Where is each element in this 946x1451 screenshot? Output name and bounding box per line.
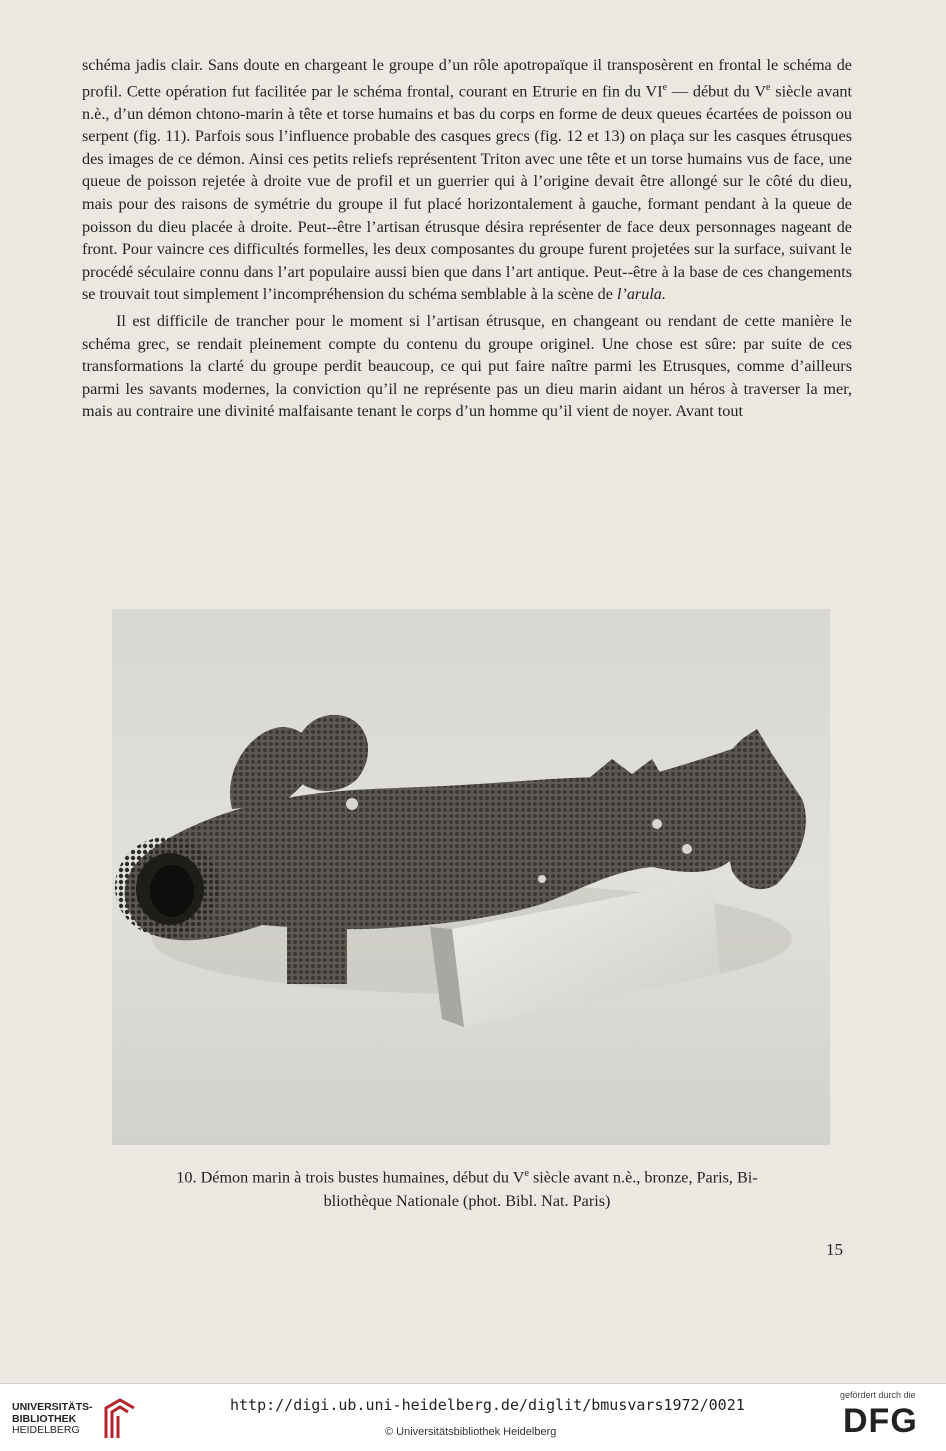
tube-inner	[150, 865, 194, 917]
university-library-logo[interactable]	[12, 1402, 142, 1444]
bronze-demon-photo	[112, 609, 830, 1145]
library-name	[12, 1402, 93, 1437]
permalink-url[interactable]: http://digi.ub.uni-heidelberg.de/diglit/bmusvars1972/0021	[230, 1396, 745, 1414]
dfg-logo[interactable]: DFG	[843, 1402, 918, 1440]
library-name-line-3: HEIDELBERG	[12, 1424, 80, 1436]
library-name-line-1: UNIVERSITÄTS-	[12, 1401, 93, 1413]
demon-dorsal-fin	[582, 759, 667, 784]
figure-photo	[112, 609, 830, 1145]
library-emblem-icon	[98, 1396, 142, 1442]
highlight	[538, 875, 546, 883]
highlight	[682, 844, 692, 854]
library-name-line-2: BIBLIOTHEK	[12, 1412, 77, 1425]
highlight	[652, 819, 662, 829]
paragraph-2: Il est difficile de trancher pour le moment si l’artisan étrusque, en changeant ou rendant de cette manière le schéma grec, se rendait pleinement compte du contenu du groupe originel. Une chose est sûre: par suite de ces transformations la clarté du groupe perdit beaucoup, ce qui put faire naître parmi les Etrusques, comme d’ailleurs parmi les savants modernes, la conviction qu’il ne représente pas un dieu marin aidant un héros à traverser la mer, mais au contraire une divinité malfaisante tenant le corps d’un homme qu’il vient de noyer. Avant tout	[82, 311, 852, 421]
figure-caption	[82, 1162, 852, 1213]
footer-bar	[0, 1383, 946, 1451]
copyright-notice: © Universitätsbibliothek Heidelberg	[385, 1426, 557, 1438]
body-text	[82, 54, 852, 423]
caption-line-2: bliothèque Nationale (phot. Bibl. Nat. Paris)	[323, 1192, 611, 1211]
support-leg	[287, 909, 347, 984]
highlight	[346, 798, 358, 810]
paragraph-1: schéma jadis clair. Sans doute en chargeant le groupe d’un rôle apotropaïque il transposèrent en frontal le schéma de profil. Cette opération fut facilitée par le schéma frontal, courant en Etrurie en fin du VIe — début du Ve siècle avant n.è., d’un démon chtono-marin à tête et torse humains et bas du corps en forme de deux queues écartées de poisson ou serpent (fig. 11). Parfois sous l’influence probable des casques grecs (fig. 12 et 13) on plaça sur les casques étrusques des images de ce démon. Ainsi ces petits reliefs représentent Triton avec une tête et un torse humains vus de face, une queue de poisson rejetée à droite vue de profil et un guerrier qui à l’origine devait être allongé sur le côté du dieu, mais pour des raisons de symétrie du groupe il fut placé horizontalement à gauche, formant pendant à la queue de poisson du dieu placée à droite. Peut--être l’artisan étrusque désira représenter de face deux personnages nageant de front. Pour vaincre ces difficultés formelles, les deux composantes du groupe furent projetées sur la surface, suivant le procédé séculaire connu dans l’art populaire aussi bien que dans l’art antique. Peut--être à la base de ces changements se trouvait tout simplement l’incompréhension du schéma semblable à la scène de l’arula.	[82, 56, 852, 304]
demon-head-2	[292, 715, 368, 791]
caption-line-1: 10. Démon marin à trois bustes humaines, début du Ve siècle avant n.è., bronze, Paris, Bi-	[176, 1168, 758, 1187]
page-number: 15	[826, 1240, 843, 1259]
funding-label: gefördert durch die	[840, 1390, 916, 1400]
